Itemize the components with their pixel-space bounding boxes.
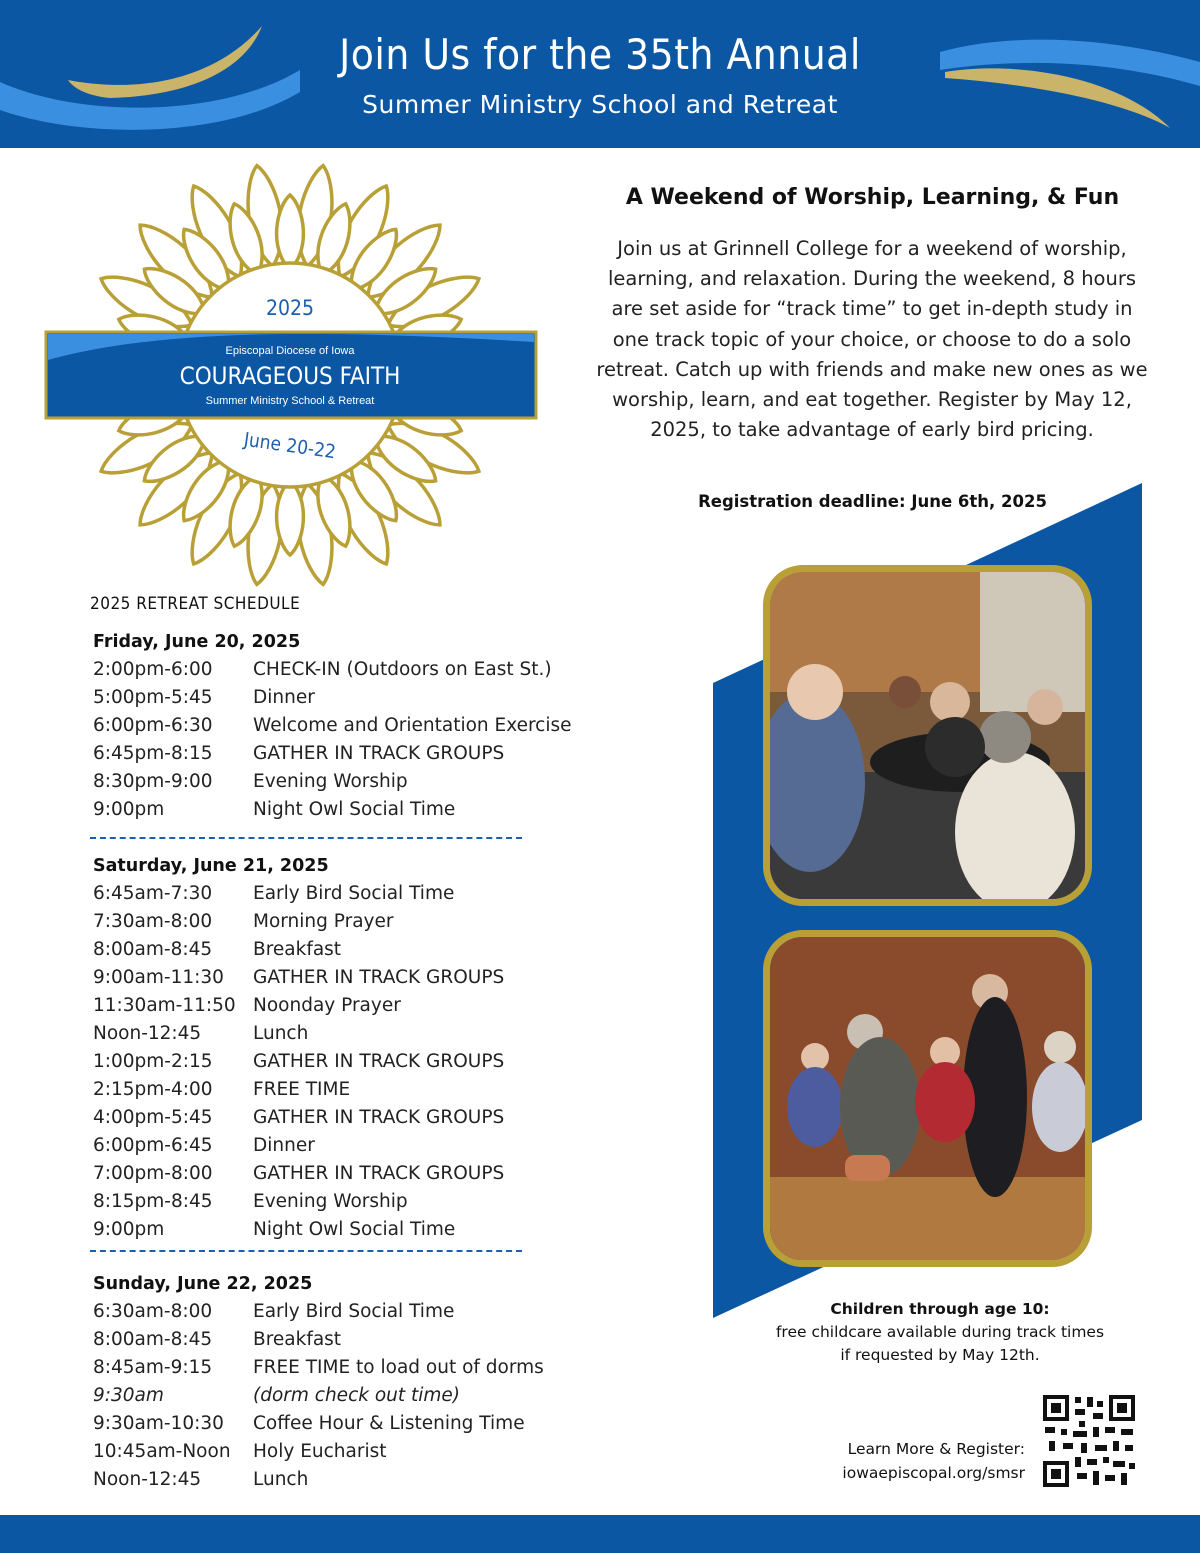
day-sunday — [93, 1270, 653, 1494]
logo-dates: June 20-22 — [242, 428, 338, 464]
intro-body: Join us at Grinnell College for a weekend of worship, learning, and relaxation. During the weekend, 8 hours are set aside for “track time” to get in-depth study in one track topic of your choice, or choose to do a solo retreat. Catch up with friends and make new ones as we worship, learn, and eat together. Register by May 12, 2025, to take advantage of early bird pricing. — [596, 237, 1148, 442]
qr-code-icon[interactable] — [1041, 1393, 1137, 1489]
schedule-row: 6:45am-7:30 Early Bird Social Time — [93, 883, 455, 904]
day-friday — [93, 628, 653, 824]
footer-bar — [0, 1515, 1200, 1553]
schedule-row: 2:00pm-6:00 CHECK-IN (Outdoors on East St.) — [93, 659, 552, 680]
schedule-row: Noon-12:45 Lunch — [93, 1469, 309, 1490]
photo-gathering-room — [763, 930, 1092, 1267]
schedule-row: 5:00pm-5:45 Dinner — [93, 687, 315, 708]
childcare-note — [740, 1298, 1140, 1367]
schedule-row: 11:30am-11:50 Noonday Prayer — [93, 995, 401, 1016]
schedule-row: 10:45am-Noon Holy Eucharist — [93, 1441, 387, 1462]
sunflower-logo — [40, 160, 540, 590]
page-subtitle: Summer Ministry School and Retreat — [362, 90, 838, 119]
childcare-line: if requested by May 12th. — [840, 1346, 1040, 1364]
logo-theme: COURAGEOUS FAITH — [179, 362, 401, 390]
logo-tagline: Summer Ministry School & Retreat — [205, 395, 375, 407]
dashed-divider — [90, 837, 522, 839]
schedule-row: 9:30am (dorm check out time) — [93, 1385, 461, 1406]
schedule-row: 9:00pm Night Owl Social Time — [93, 1219, 456, 1240]
schedule-row: 7:30am-8:00 Morning Prayer — [93, 911, 394, 932]
schedule-row: 4:00pm-5:45 GATHER IN TRACK GROUPS — [93, 1107, 505, 1128]
schedule-row: 7:00pm-8:00 GATHER IN TRACK GROUPS — [93, 1163, 505, 1184]
schedule-row: 6:30am-8:00 Early Bird Social Time — [93, 1301, 455, 1322]
schedule-row: 9:00am-11:30 GATHER IN TRACK GROUPS — [93, 967, 505, 988]
schedule-row: 6:00pm-6:30 Welcome and Orientation Exercise — [93, 715, 572, 736]
schedule-row: Noon-12:45 Lunch — [93, 1023, 309, 1044]
page-title: Join Us for the 35th Annual — [339, 30, 861, 79]
childcare-heading: Children through age 10: — [830, 1300, 1050, 1318]
registration-deadline: Registration deadline: June 6th, 2025 — [698, 492, 1047, 511]
childcare-line: free childcare available during track times — [775, 1323, 1105, 1341]
register-label: Learn More & Register: — [847, 1440, 1025, 1458]
schedule-row: 1:00pm-2:15 GATHER IN TRACK GROUPS — [93, 1051, 505, 1072]
intro-title: A Weekend of Worship, Learning, & Fun — [625, 185, 1120, 210]
schedule-heading: 2025 RETREAT SCHEDULE — [90, 594, 301, 614]
schedule-row: 2:15pm-4:00 FREE TIME — [93, 1079, 351, 1100]
header-banner — [0, 0, 1200, 148]
schedule-row: 8:00am-8:45 Breakfast — [93, 1329, 342, 1350]
schedule-row: 8:30pm-9:00 Evening Worship — [93, 771, 408, 792]
petal — [277, 480, 304, 555]
register-url[interactable]: iowaepiscopal.org/smsr — [842, 1464, 1025, 1482]
logo-year: 2025 — [265, 296, 315, 320]
schedule-row: 6:00pm-6:45 Dinner — [93, 1135, 315, 1156]
petal — [277, 195, 304, 270]
day-title: Friday, June 20, 2025 — [93, 632, 301, 652]
register-info — [760, 1437, 1025, 1485]
schedule-row: 9:30am-10:30 Coffee Hour & Listening Time — [93, 1413, 525, 1434]
logo-org: Episcopal Diocese of Iowa — [225, 345, 355, 357]
dashed-divider — [90, 1250, 522, 1252]
day-title: Saturday, June 21, 2025 — [93, 856, 329, 876]
photo-dining-hall — [763, 565, 1092, 906]
schedule-row: 8:15pm-8:45 Evening Worship — [93, 1191, 408, 1212]
schedule-row: 8:45am-9:15 FREE TIME to load out of dorms — [93, 1357, 544, 1378]
schedule-row: 8:00am-8:45 Breakfast — [93, 939, 342, 960]
schedule-row: 9:00pm Night Owl Social Time — [93, 799, 456, 820]
day-saturday — [93, 852, 653, 1244]
day-title: Sunday, June 22, 2025 — [93, 1274, 313, 1294]
schedule-row: 6:45pm-8:15 GATHER IN TRACK GROUPS — [93, 743, 505, 764]
